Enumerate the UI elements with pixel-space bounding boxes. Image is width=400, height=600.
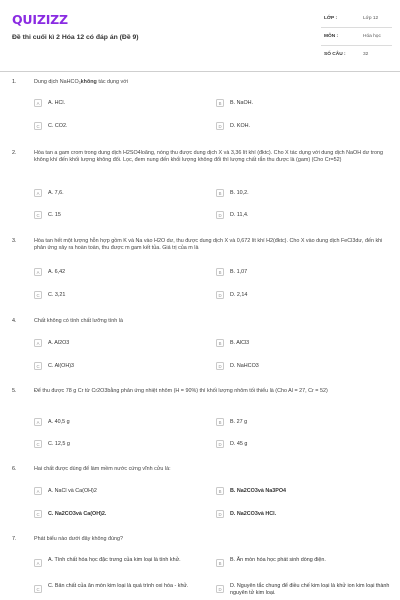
- meta-value: 32: [363, 52, 369, 57]
- worksheet-title: Đề thi cuối kì 2 Hóa 12 có đáp án (Đề 9): [12, 34, 139, 41]
- option-letter-box: D: [216, 362, 224, 370]
- option-c[interactable]: [34, 440, 210, 453]
- option-letter-box: D: [216, 122, 224, 130]
- option-letter-box: C: [34, 362, 42, 370]
- option-a[interactable]: [34, 99, 210, 112]
- option-text: B. 1,07: [230, 268, 248, 275]
- option-letter-box: A: [34, 339, 42, 347]
- meta-row-count: [321, 46, 392, 64]
- option-letter-box: B: [216, 418, 224, 426]
- question-number: 3.: [12, 238, 17, 244]
- option-text: C. 3,21: [48, 291, 66, 298]
- option-c[interactable]: [34, 510, 210, 523]
- question-text: Hòa tan hết một lượng hỗn hợp gồm K và Na vào H2O dư, thu được dung dịch X và 0,672 lít khí H2(đktc). Cho X vào dung dịch FeCl3dư, đến khi phản ứng xảy ra hoàn toàn, thu được m gam kết tủa. Giá trị của m là: [34, 238, 383, 252]
- option-text: D. 2,14: [230, 291, 248, 298]
- option-a[interactable]: [34, 268, 210, 281]
- option-text: A. 40,5 g: [48, 418, 70, 425]
- option-b[interactable]: [216, 487, 392, 500]
- option-letter-box: B: [216, 339, 224, 347]
- question-text: Để thu được 78 g Cr từ Cr2O3bằng phản ứng nhiệt nhôm (H = 90%) thì khối lượng nhôm tối thiểu là (Cho Al = 27, Cr = 52): [34, 388, 328, 394]
- option-b[interactable]: [216, 268, 392, 281]
- meta-label: SỐ CÂU :: [324, 52, 346, 57]
- option-b[interactable]: [216, 99, 392, 112]
- question-number: 1.: [12, 79, 17, 85]
- option-letter-box: A: [34, 189, 42, 197]
- option-text: B. NaOH.: [230, 99, 254, 106]
- option-c[interactable]: [34, 122, 210, 135]
- option-letter-box: D: [216, 510, 224, 518]
- option-text: B. Na2CO3và Na3PO4: [230, 487, 287, 494]
- option-d[interactable]: [216, 510, 392, 523]
- option-letter-box: A: [34, 418, 42, 426]
- option-text: D. 45 g: [230, 440, 248, 447]
- meta-label: LỚP :: [324, 16, 338, 21]
- option-letter-box: B: [216, 487, 224, 495]
- question-number: 4.: [12, 318, 17, 324]
- option-d[interactable]: [216, 122, 392, 135]
- option-letter-box: A: [34, 99, 42, 107]
- option-text: B. AlCl3: [230, 339, 250, 346]
- option-b[interactable]: [216, 418, 392, 431]
- option-letter-box: C: [34, 211, 42, 219]
- option-letter-box: D: [216, 211, 224, 219]
- option-text: D. Nguyên tắc chung để điều chế kim loại là khử ion kim loại thành nguyên tử kim loại.: [230, 582, 390, 596]
- option-b[interactable]: [216, 189, 392, 202]
- option-text: B. 10,2.: [230, 189, 249, 196]
- question-text: Hòa tan a gam crom trong dung dịch H2SO4loãng, nóng thu được dung dịch X và 3,36 lít khí (đktc). Cho X tác dụng với dung dịch NaOH dư trong không khí đến khối lượng không đổi. Lọc, đem nung đến khối lượng không đổi thì lượng chất rắn thu được là (gam) (Cho Cr=52): [34, 150, 384, 164]
- option-text: A. 6,42: [48, 268, 66, 275]
- option-text: C. Na2CO3và Ca(OH)2.: [48, 510, 107, 517]
- option-text: D. 11,4.: [230, 211, 249, 218]
- option-letter-box: C: [34, 291, 42, 299]
- option-b[interactable]: [216, 556, 392, 572]
- option-text: A. Tính chất hóa học đặc trưng của kim loại là tính khử.: [48, 556, 181, 563]
- option-text: B. Ăn mòn hóa học phát sinh dòng điện.: [230, 556, 326, 563]
- option-text: C. 15: [48, 211, 61, 218]
- option-letter-box: D: [216, 585, 224, 593]
- option-letter-box: A: [34, 268, 42, 276]
- option-letter-box: D: [216, 291, 224, 299]
- option-text: C. Al(OH)3: [48, 362, 75, 369]
- option-a[interactable]: [34, 418, 210, 431]
- option-a[interactable]: [34, 189, 210, 202]
- option-d[interactable]: [216, 291, 392, 304]
- option-letter-box: A: [34, 559, 42, 567]
- option-text: C. 12,5 g: [48, 440, 70, 447]
- meta-value: Lớp 12: [363, 16, 379, 21]
- option-text: C. Bản chất của ăn mòn kim loại là quá trình oxi hóa - khử.: [48, 582, 189, 589]
- meta-row-subject: [321, 28, 392, 46]
- option-a[interactable]: [34, 487, 210, 500]
- option-b[interactable]: [216, 339, 392, 352]
- question-text: Chất không có tính chất lưỡng tính là: [34, 318, 123, 324]
- meta-table: [321, 10, 392, 64]
- option-d[interactable]: [216, 211, 392, 224]
- question-number: 5.: [12, 388, 17, 394]
- option-c[interactable]: [34, 362, 210, 375]
- meta-value: Hóa học: [363, 34, 381, 39]
- option-text: D. Na2CO3và HCl.: [230, 510, 277, 517]
- option-text: A. Al2O3: [48, 339, 70, 346]
- option-letter-box: B: [216, 99, 224, 107]
- option-letter-box: C: [34, 440, 42, 448]
- option-c[interactable]: [34, 291, 210, 304]
- quizizz-logo: QUIZIZZ: [12, 12, 68, 27]
- option-letter-box: B: [216, 189, 224, 197]
- option-letter-box: C: [34, 122, 42, 130]
- question-number: 7.: [12, 536, 17, 542]
- question-number: 2.: [12, 150, 17, 156]
- option-letter-box: B: [216, 559, 224, 567]
- option-d[interactable]: [216, 582, 392, 598]
- option-text: A. HCl.: [48, 99, 66, 106]
- worksheet-header: [0, 0, 400, 72]
- option-c[interactable]: [34, 582, 210, 598]
- question-text: Hai chất được dùng để làm mềm nước cứng vĩnh cửu là:: [34, 466, 171, 472]
- question-number: 6.: [12, 466, 17, 472]
- question-text: Dung dịch NaHCO$_3$không tác dụng với: [34, 79, 128, 85]
- question-text: Phát biểu nào dưới đây không đúng?: [34, 536, 123, 542]
- option-text: C. CO2.: [48, 122, 68, 129]
- option-d[interactable]: [216, 362, 392, 375]
- option-letter-box: C: [34, 585, 42, 593]
- option-letter-box: C: [34, 510, 42, 518]
- option-letter-box: B: [216, 268, 224, 276]
- option-text: A. NaCl và Ca(OH)2: [48, 487, 97, 494]
- option-text: B. 27 g: [230, 418, 248, 425]
- meta-row-class: [321, 10, 392, 28]
- option-text: D. NaHCO3: [230, 362, 259, 369]
- option-a[interactable]: [34, 556, 210, 572]
- option-letter-box: A: [34, 487, 42, 495]
- option-letter-box: D: [216, 440, 224, 448]
- meta-label: MÔN :: [324, 34, 339, 39]
- option-text: D. KOH.: [230, 122, 251, 129]
- option-a[interactable]: [34, 339, 210, 352]
- option-c[interactable]: [34, 211, 210, 224]
- option-d[interactable]: [216, 440, 392, 453]
- option-text: A. 7,6.: [48, 189, 64, 196]
